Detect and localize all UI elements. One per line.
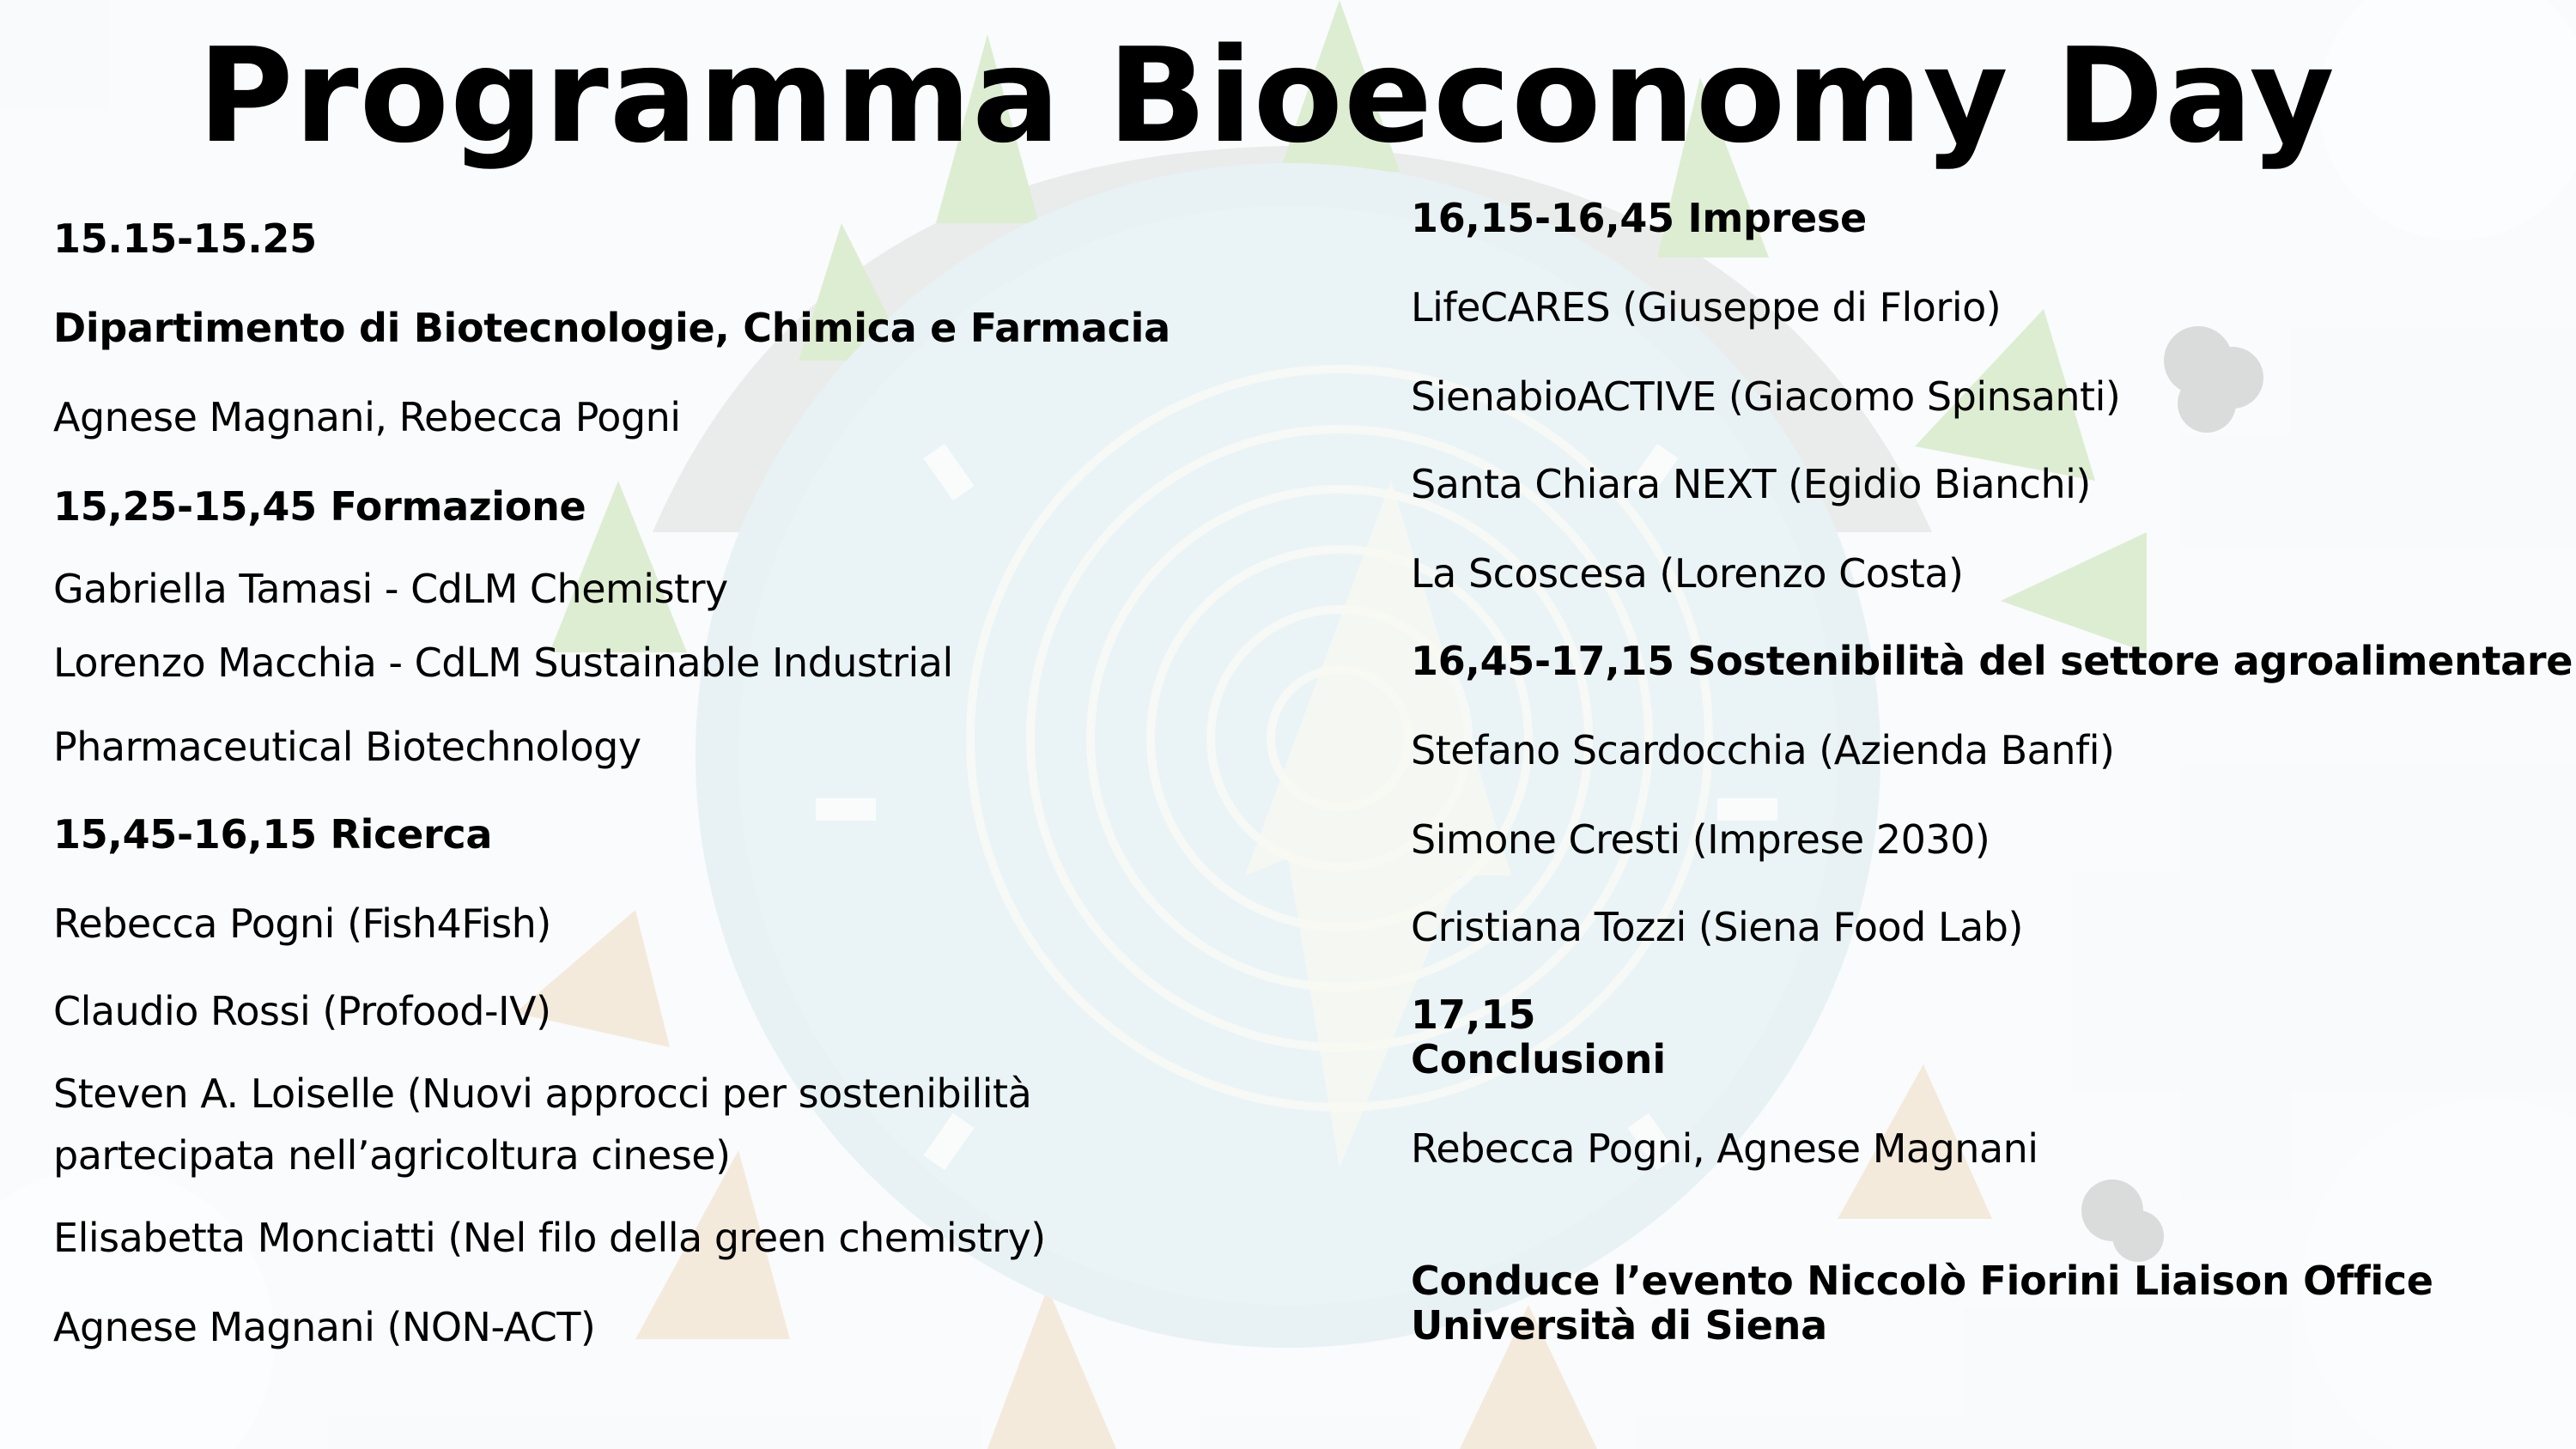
slot3-item-1: Rebecca Pogni (Fish4Fish): [53, 900, 551, 947]
slot5-item-3: Cristiana Tozzi (Siena Food Lab): [1411, 904, 2023, 950]
slot4-item-1: LifeCARES (Giuseppe di Florio): [1411, 284, 2002, 330]
slot6-block: [1411, 992, 1666, 1082]
slot3-heading: 15,45-16,15 Ricerca: [53, 811, 493, 858]
slot5-item-2: Simone Cresti (Imprese 2030): [1411, 816, 1990, 863]
slot4-item-4: La Scoscesa (Lorenzo Costa): [1411, 550, 1964, 597]
slot5-item-1: Stefano Scardocchia (Azienda Banfi): [1411, 727, 2115, 773]
slot4-item-2: SienabioACTIVE (Giacomo Spinsanti): [1411, 373, 2121, 420]
slot6-time: 17,15: [1411, 991, 1536, 1038]
slot5-heading: 16,45-17,15 Sostenibilità del settore agroalimentare: [1411, 638, 2573, 684]
slot3-item-2: Claudio Rossi (Profood-IV): [53, 988, 551, 1034]
slot2-item-3: Pharmaceutical Biotechnology: [53, 724, 641, 770]
slot4-heading: 16,15-16,45 Imprese: [1411, 195, 1867, 241]
slot2-item-2: Lorenzo Macchia - CdLM Sustainable Industrial: [53, 640, 953, 686]
slot2-heading: 15,25-15,45 Formazione: [53, 483, 586, 530]
slot2-item-1: Gabriella Tamasi - CdLM Chemistry: [53, 566, 728, 612]
slot6-heading: Conclusioni: [1411, 1036, 1667, 1082]
slot1-time: 15.15-15.25: [53, 215, 317, 262]
slot3-item-3: Steven A. Loiselle (Nuovi approcci per sostenibilità partecipata nell’agricoltura cinese): [53, 1070, 1032, 1179]
slot1-speakers: Agnese Magnani, Rebecca Pogni: [53, 394, 681, 440]
slot4-item-3: Santa Chiara NEXT (Egidio Bianchi): [1411, 461, 2091, 507]
slot6-speakers: Rebecca Pogni, Agnese Magnani: [1411, 1125, 2038, 1172]
event-host: Conduce l’evento Niccolò Fiorini Liaison Office Università di Siena: [1411, 1258, 2433, 1349]
slot1-department: Dipartimento di Biotecnologie, Chimica e Farmacia: [53, 305, 1170, 351]
page-title: Programma Bioeconomy Day: [197, 20, 2336, 172]
slot3-item-5: Agnese Magnani (NON-ACT): [53, 1304, 596, 1350]
slot3-item-4: Elisabetta Monciatti (Nel filo della green chemistry): [53, 1215, 1046, 1261]
